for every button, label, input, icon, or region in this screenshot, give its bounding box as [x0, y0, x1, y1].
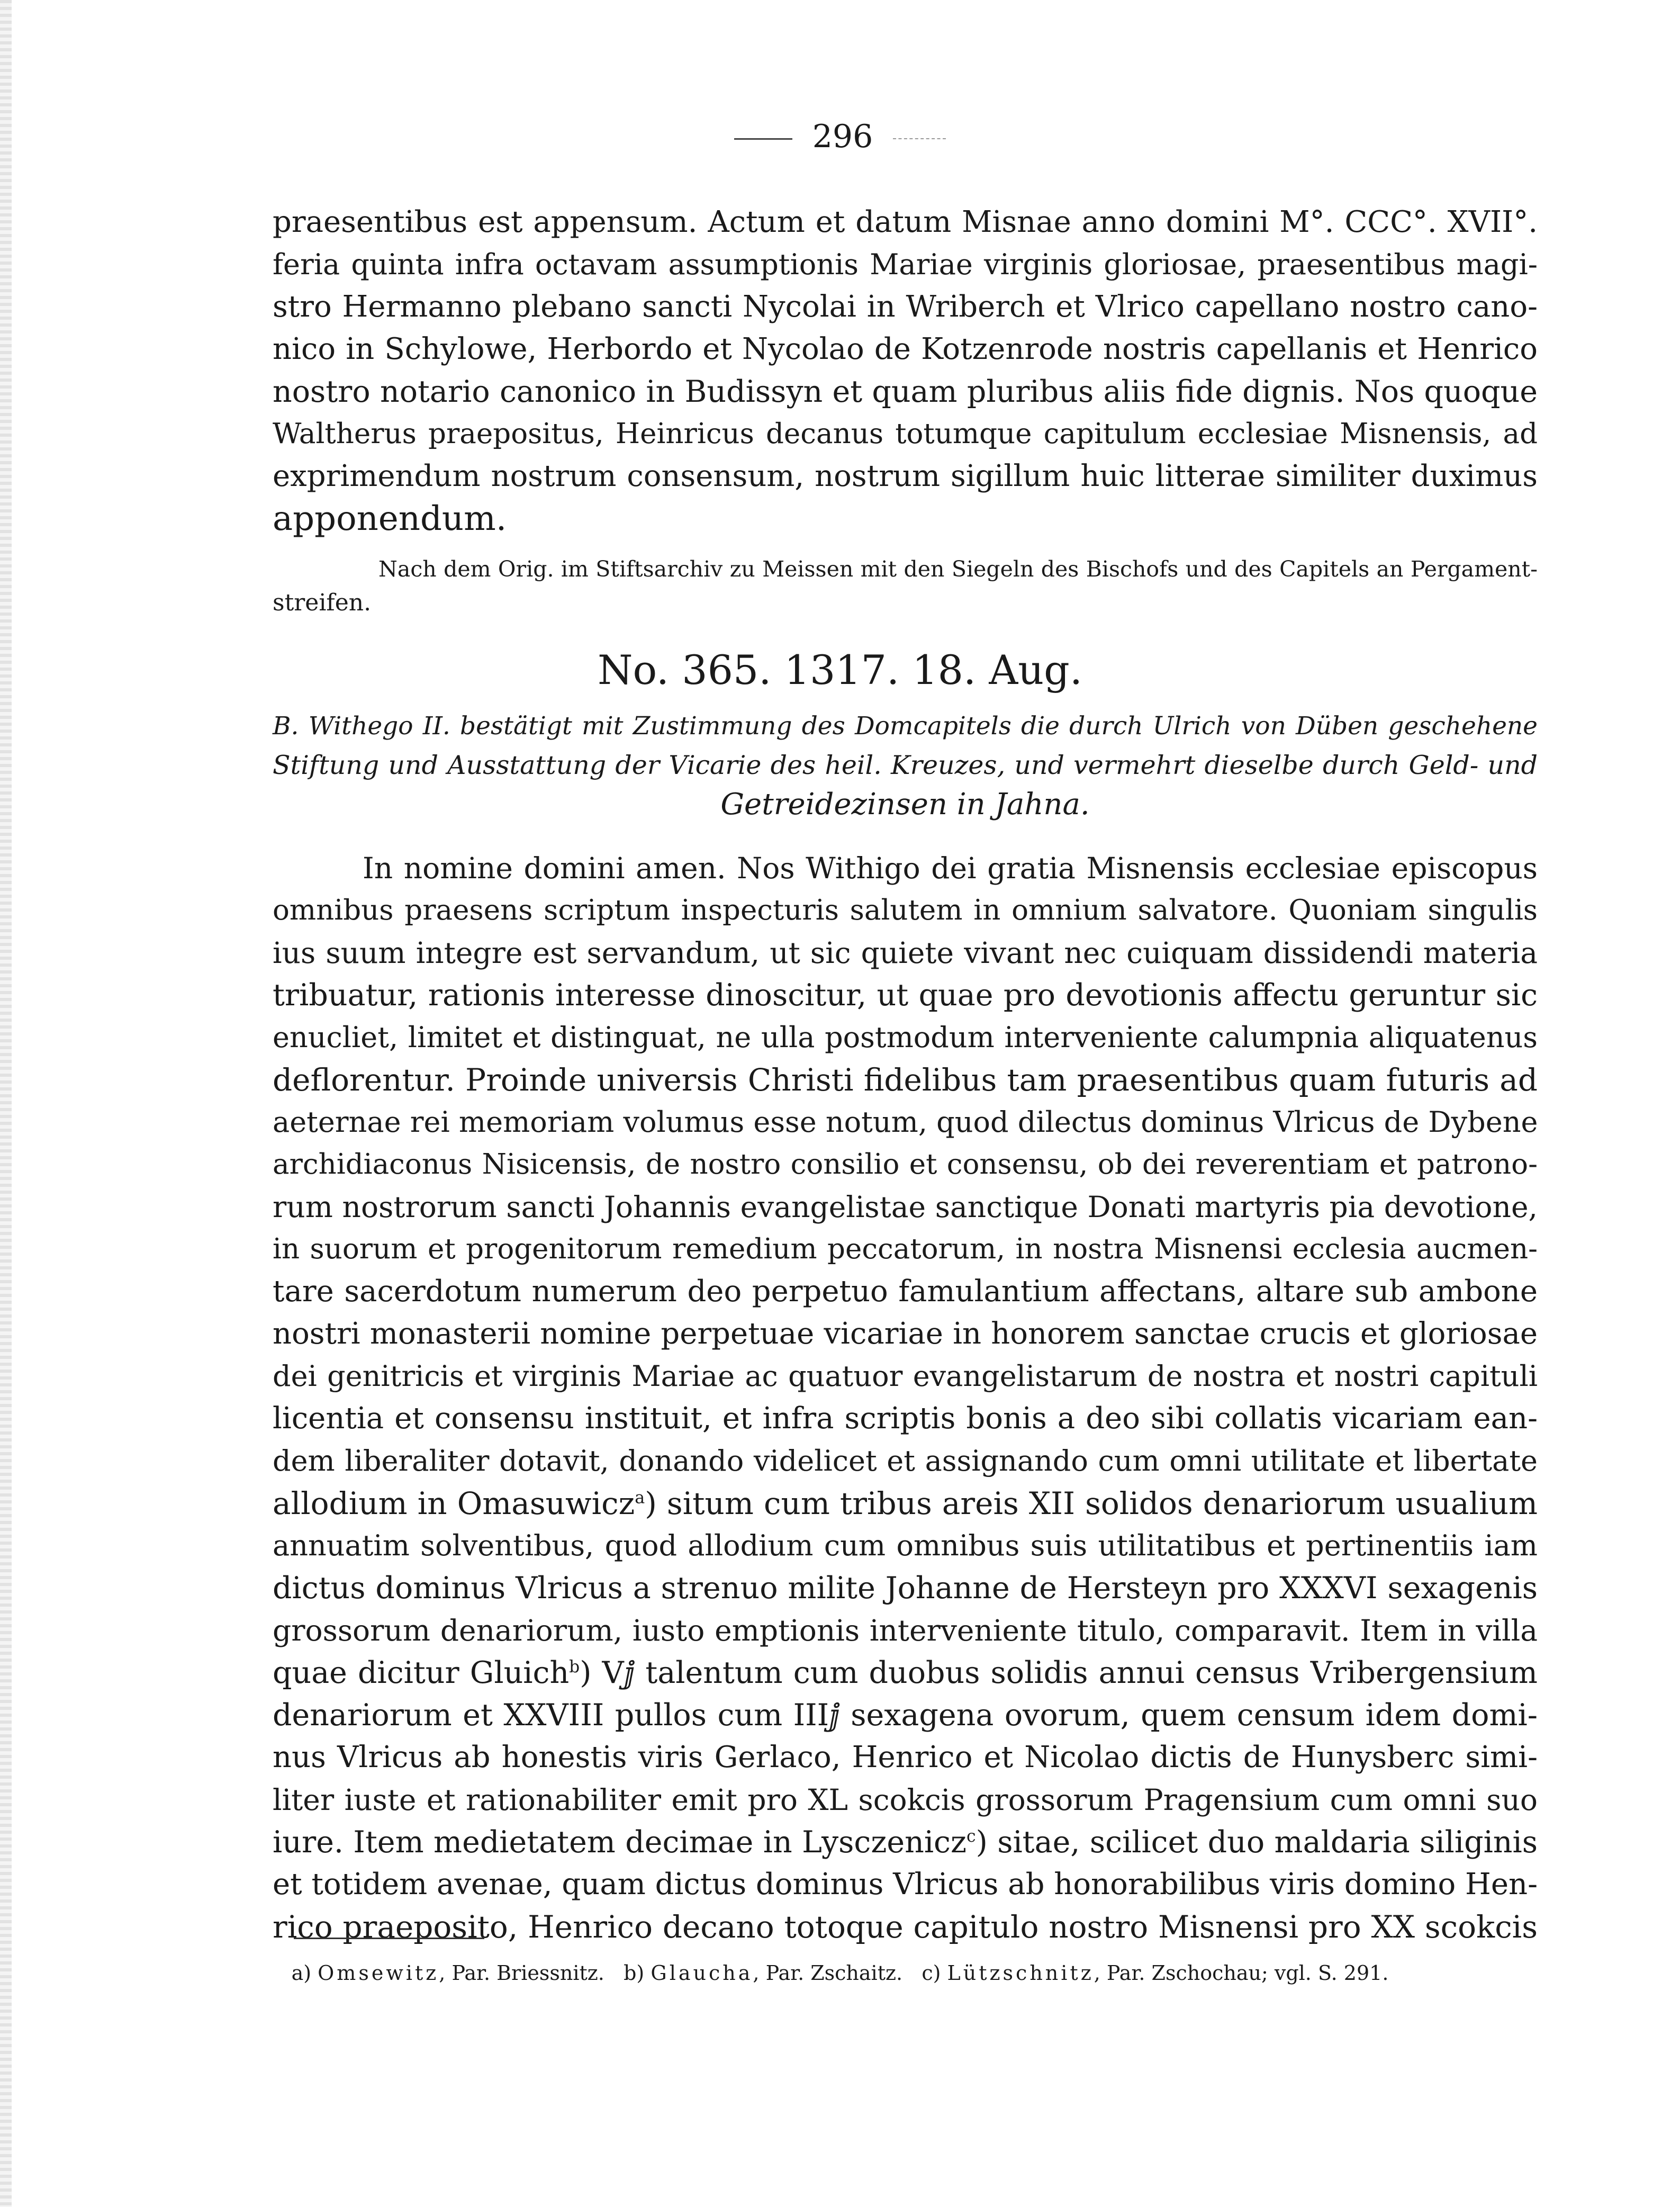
text-line: liter iuste et rationabiliter emit pro XL scokcis grossorum Pragensium cum omni suo	[273, 1783, 1538, 1817]
text-line: In nomine domini amen. Nos Withigo dei gratia Misnensis ecclesiae episcopus	[363, 851, 1538, 885]
text-line: annuatim solventibus, quod allodium cum omnibus suis utilitatibus et pertinentiis iam	[273, 1529, 1538, 1562]
text-line: stro Hermanno plebano sancti Nycolai in Wriberch et Vlrico capellano nostro cano-	[273, 290, 1538, 324]
footnote-detail: , Par. Zschochau; vgl. S. 291.	[1094, 1961, 1389, 1985]
text-segment: allodium in Omasuwicz	[273, 1485, 635, 1521]
text-segment: ) sitae, scilicet duo maldaria siliginis	[976, 1825, 1538, 1860]
header-rule-right	[893, 138, 946, 139]
body-text	[273, 847, 1538, 1948]
text-line: exprimendum nostrum consensum, nostrum sigillum huic litterae similiter duximus	[273, 459, 1538, 493]
footnote-divider	[294, 1938, 484, 1939]
text-line: licentia et consensu instituit, et infra scriptis bonis a deo sibi collatis vicariam ean-	[273, 1401, 1538, 1436]
source-note	[273, 552, 1538, 620]
scan-edge	[0, 0, 12, 2207]
place-name: Omsewitz	[318, 1961, 439, 1985]
text-line: omnibus praesens scriptum inspecturis salutem in omnium salvatore. Quoniam singulis	[273, 894, 1538, 926]
place-name: Glaucha	[651, 1961, 753, 1985]
text-segment: ) Vⅉ talentum cum duobus solidis annui census Vribergensium	[580, 1655, 1538, 1690]
page-header	[0, 118, 1680, 155]
text-segment: quae dicitur Gluich	[273, 1655, 570, 1690]
note-line: Nach dem Orig. im Stiftsarchiv zu Meissen mit den Siegeln des Bischofs und des Capitels an Pergament-	[378, 556, 1538, 582]
text-line: apponendum.	[273, 499, 507, 538]
text-line	[273, 1652, 1538, 1694]
footnote-mark-c: c	[967, 1827, 976, 1846]
text-line: in suorum et progenitorum remedium peccatorum, in nostra Misnensi ecclesia aucmen-	[273, 1233, 1538, 1265]
text-line: dictus dominus Vlricus a strenuo milite Johanne de Hersteyn pro XXXVI sexagenis	[273, 1571, 1538, 1606]
text-line: feria quinta infra octavam assumptionis Mariae virginis gloriosae, praesentibus magi-	[273, 248, 1538, 281]
footnote-label: a)	[291, 1961, 312, 1985]
summary-line: Stiftung und Ausstattung der Vicarie des heil. Kreuzes, und vermehrt dieselbe durch Geld- und	[273, 750, 1538, 780]
footnotes	[0, 1963, 1680, 1983]
text-line: nico in Schylowe, Herbordo et Nycolao de Kotzenrode nostris capellanis et Henrico	[273, 332, 1538, 366]
footnote-detail: , Par. Zschaitz.	[753, 1961, 903, 1985]
page-number: 296	[812, 118, 873, 155]
footnote-label: b)	[624, 1961, 645, 1985]
text-line: dem liberaliter dotavit, donando videlicet et assignando cum omni utilitate et libertate	[273, 1444, 1538, 1478]
text-line: tare sacerdotum numerum deo perpetuo famulantium affectans, altare sub ambone	[273, 1274, 1538, 1309]
text-line: ius suum integre est servandum, ut sic quiete vivant nec cuiquam dissidendi materia	[273, 936, 1538, 970]
text-line: grossorum denariorum, iusto emptionis interveniente titulo, comparavit. Item in villa	[273, 1614, 1538, 1647]
text-line: et totidem avenae, quam dictus dominus Vlricus ab honorabilibus viris domino Hen-	[273, 1867, 1538, 1902]
text-line: enucliet, limitet et distinguat, ne ulla postmodum interveniente calumpnia aliquatenus	[273, 1021, 1538, 1054]
footnote-mark-b: b	[569, 1657, 580, 1677]
top-paragraph	[273, 201, 1538, 540]
text-segment: iure. Item medietatem decimae in Lysczenicz	[273, 1825, 967, 1860]
footnote-label: c)	[922, 1961, 941, 1985]
footnote-b	[624, 1961, 902, 1985]
footnote-c	[922, 1961, 1388, 1985]
document-heading: No. 365. 1317. 18. Aug.	[597, 646, 1082, 693]
text-line: rico praeposito, Henrico decano totoque capitulo nostro Misnensi pro XX scokcis	[273, 1909, 1538, 1945]
text-line: nostro notario canonico in Budissyn et quam pluribus aliis fide dignis. Nos quoque	[273, 374, 1538, 409]
text-line: archidiaconus Nisicensis, de nostro consilio et consensu, ob dei reverentiam et patrono-	[273, 1148, 1538, 1181]
text-line: dei genitricis et virginis Mariae ac quatuor evangelistarum de nostra et nostri capituli	[273, 1359, 1538, 1393]
footnote-mark-a: a	[635, 1487, 645, 1508]
text-line: deflorentur. Proinde universis Christi fidelibus tam praesentibus quam futuris ad	[273, 1062, 1538, 1098]
summary-line: Getreidezinsen in Jahna.	[720, 787, 1090, 822]
footnote-detail: , Par. Briessnitz.	[439, 1961, 604, 1985]
summary-line: B. Withego II. bestätigt mit Zustimmung des Domcapitels die durch Ulrich von Düben geschehene	[273, 711, 1538, 741]
place-name: Lützschnitz	[947, 1961, 1094, 1985]
text-line: Waltherus praepositus, Heinricus decanus totumque capitulum ecclesiae Misnensis, ad	[273, 418, 1538, 450]
text-segment: ) situm cum tribus areis XII solidos denariorum usualium	[645, 1485, 1538, 1521]
text-line: rum nostrorum sancti Johannis evangelistae sanctique Donati martyris pia devotione,	[273, 1190, 1538, 1224]
note-line: streifen.	[273, 589, 372, 616]
text-line: denariorum et XXVIII pullos cum IIIⅉ sexagena ovorum, quem censum idem domi-	[273, 1698, 1538, 1733]
text-line: praesentibus est appensum. Actum et datum Misnae anno domini M°. CCC°. XVII°.	[273, 205, 1538, 239]
text-line	[273, 1482, 1538, 1525]
footnote-a	[292, 1961, 604, 1985]
document-summary	[273, 707, 1538, 824]
text-line: nus Vlricus ab honestis viris Gerlaco, Henrico et Nicolao dictis de Hunysberc simi-	[273, 1740, 1538, 1774]
text-line: aeternae rei memoriam volumus esse notum, quod dilectus dominus Vlricus de Dybene	[273, 1105, 1538, 1139]
text-line: nostri monasterii nomine perpetuae vicariae in honorem sanctae crucis et gloriosae	[273, 1317, 1538, 1351]
text-line	[273, 1821, 1538, 1863]
header-rule-left	[734, 138, 792, 140]
text-line: tribuatur, rationis interesse dinoscitur, ut quae pro devotionis affectu geruntur sic	[273, 978, 1538, 1013]
